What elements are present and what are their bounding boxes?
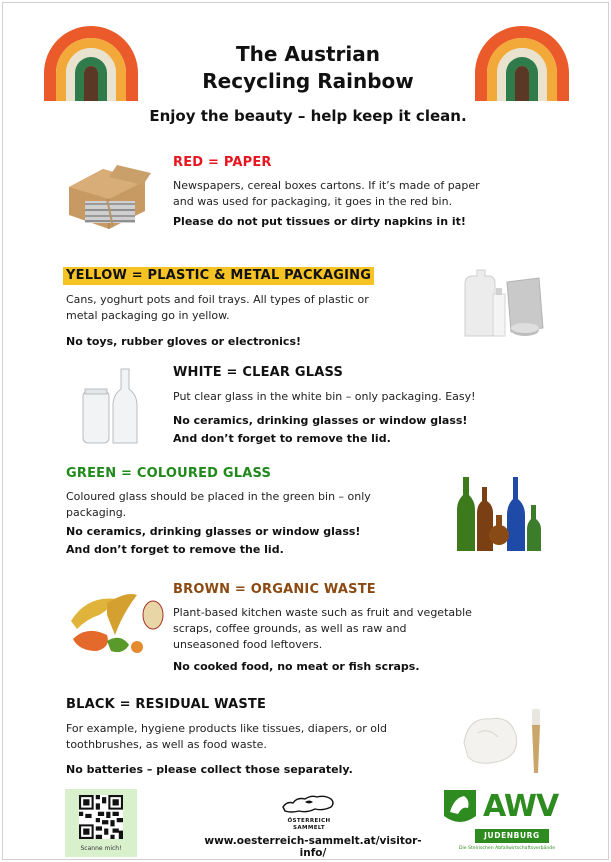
note-red: Please do not put tissues or dirty napkins in it!	[173, 215, 466, 228]
heading-yellow-text: YELLOW = PLASTIC & METAL PACKAGING	[63, 267, 374, 285]
text-black: For example, hygiene products like tissues, diapers, or old toothbrushes, as well as food waste.	[66, 722, 388, 751]
clear-glass-jar-and-bottle-icon	[79, 367, 143, 447]
note-green-2: And don’t forget to remove the lid.	[66, 543, 284, 556]
note-black: No batteries – please collect those separately.	[66, 763, 353, 776]
text-red: Newspapers, cereal boxes cartons. If it’s made of paper and was used for packaging, it goes in the red bin.	[173, 179, 480, 208]
tagline: Enjoy the beauty – help keep it clean.	[149, 107, 467, 125]
rainbow-icon	[40, 23, 142, 101]
awv-subtitle: Die Steirischen Abfallwirtschaftsverbände	[458, 846, 556, 851]
note-yellow: No toys, rubber gloves or electronics!	[66, 335, 302, 348]
qr-code-icon	[79, 795, 123, 839]
awv-band: JUDENBURG	[475, 829, 549, 843]
text-white: Put clear glass in the white bin – only packaging. Easy!	[173, 390, 476, 403]
awv-panther-icon	[440, 786, 480, 828]
note-brown: No cooked food, no meat or fish scraps.	[173, 660, 420, 673]
rainbow-icon	[471, 23, 573, 101]
title-line-2: Recycling Rainbow	[202, 69, 414, 93]
fruit-peels-icon	[67, 585, 167, 657]
heading-brown: BROWN = ORGANIC WASTE	[173, 582, 376, 597]
text-green: Coloured glass should be placed in the green bin – only packaging.	[66, 490, 371, 519]
os-label-line-1: ÖSTERREICH	[287, 818, 331, 824]
heading-white: WHITE = CLEAR GLASS	[173, 365, 344, 380]
heading-yellow	[63, 268, 374, 283]
text-yellow: Cans, yoghurt pots and foil trays. All types of plastic or metal packaging go in yellow.	[66, 293, 369, 322]
heading-black: BLACK = RESIDUAL WASTE	[66, 697, 267, 712]
note-white-2: And don’t forget to remove the lid.	[173, 432, 391, 445]
qr-caption: Scanne mich!	[80, 845, 122, 852]
text-brown: Plant-based kitchen waste such as fruit and vegetable scraps, coffee grounds, as well as raw and unseasoned food leftovers.	[173, 606, 472, 651]
heading-red: RED = PAPER	[173, 155, 272, 170]
heading-green: GREEN = COLOURED GLASS	[66, 466, 272, 481]
poster	[2, 2, 609, 860]
title-line-1: The Austrian	[235, 42, 381, 66]
os-label-line-2: SAMMELT	[292, 824, 326, 831]
page-title	[163, 41, 453, 95]
plastic-bottles-and-can-icon	[455, 268, 555, 340]
note-white-1: No ceramics, drinking glasses or window glass!	[173, 414, 468, 427]
tissue-and-toothbrush-icon	[458, 703, 554, 775]
oesterreich-sammelt-logo-icon	[281, 791, 337, 817]
coloured-glass-bottles-icon	[451, 475, 551, 553]
oesterreich-sammelt-label	[271, 818, 347, 831]
awv-logo: AWV	[483, 789, 559, 824]
cardboard-and-newspaper-icon	[63, 155, 159, 235]
visitor-info-link[interactable]: www.oesterreich-sammelt.at/visitor-info/	[204, 835, 422, 859]
note-green-1: No ceramics, drinking glasses or window glass!	[66, 525, 361, 538]
